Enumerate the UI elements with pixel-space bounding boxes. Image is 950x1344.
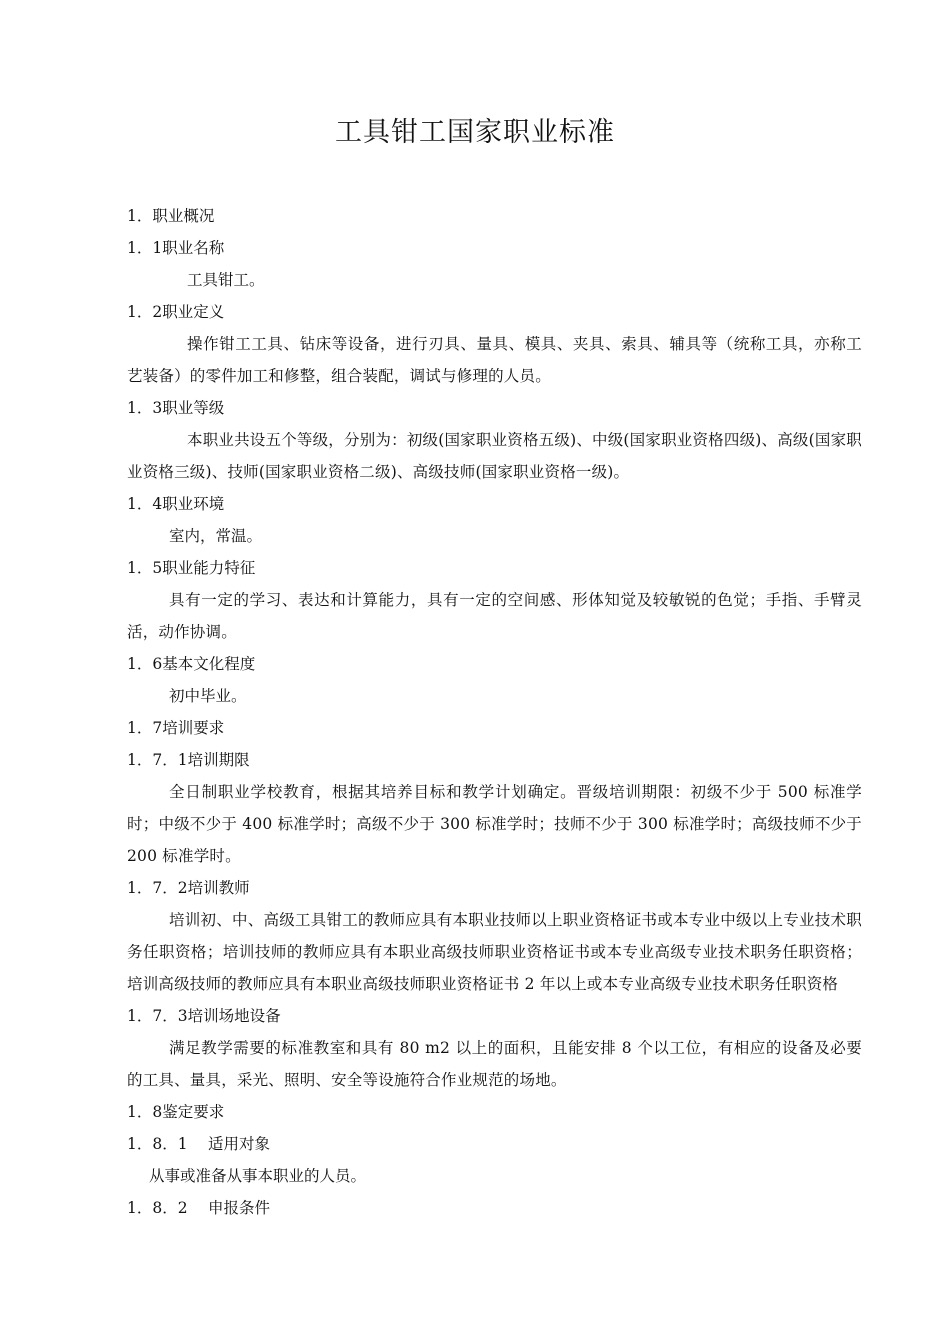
section-text: 从事或准备从事本职业的人员。 (149, 1167, 367, 1185)
section-heading: 1．8．1 适用对象 (127, 1135, 271, 1153)
section-text: 初中毕业。 (169, 687, 247, 705)
section-heading: 1．8鉴定要求 (127, 1103, 225, 1121)
section-heading: 1．2职业定义 (127, 303, 225, 321)
section-heading: 1．7．2培训教师 (127, 879, 250, 897)
section-heading: 1．4职业环境 (127, 495, 225, 513)
section-heading: 1．6基本文化程度 (127, 655, 256, 673)
section-paragraph: 满足教学需要的标准教室和具有 80 m2 以上的面积，且能安排 8 个以工位，有相应的设备及必要的工具、量具，采光、照明、安全等设施符合作业规范的场地。 (127, 1039, 862, 1089)
section-paragraph: 操作钳工工具、钻床等设备，进行刃具、量具、模具、夹具、索具、辅具等（统称工具，亦称工艺装备）的零件加工和修整，组合装配，调试与修理的人员。 (127, 335, 862, 385)
section-heading: 1．职业概况 (127, 207, 215, 225)
document-body (127, 200, 862, 1224)
section-text: 室内，常温。 (169, 527, 263, 545)
document-title: 工具钳工国家职业标准 (335, 117, 615, 148)
section-heading: 1．7．3培训场地设备 (127, 1007, 281, 1025)
section-heading: 1．3职业等级 (127, 399, 225, 417)
section-paragraph: 培训初、中、高级工具钳工的教师应具有本职业技师以上职业资格证书或本专业中级以上专业技术职务任职资格；培训技师的教师应具有本职业高级技师职业资格证书或本专业高级专业技术职务任职资格；培训高级技师的教师应具有本职业高级技师职业资格证书 2 年以上或本专业高级专业技术职务任职资格 (127, 911, 862, 993)
section-text: 工具钳工。 (187, 271, 265, 289)
section-heading: 1．7．1培训期限 (127, 751, 250, 769)
section-paragraph: 全日制职业学校教育，根据其培养目标和教学计划确定。晋级培训期限：初级不少于 500 标准学时；中级不少于 400 标准学时；高级不少于 300 标准学时；技师不少于 300 标准学时；高级技师不少于 200 标准学时。 (127, 783, 862, 865)
section-heading: 1．5职业能力特征 (127, 559, 256, 577)
section-paragraph: 具有一定的学习、表达和计算能力，具有一定的空间感、形体知觉及较敏锐的色觉；手指、手臂灵活，动作协调。 (127, 591, 862, 641)
section-heading: 1．7培训要求 (127, 719, 225, 737)
section-paragraph: 本职业共设五个等级，分别为：初级(国家职业资格五级)、中级(国家职业资格四级)、高级(国家职业资格三级)、技师(国家职业资格二级)、高级技师(国家职业资格一级)。 (127, 431, 862, 481)
section-heading: 1．8．2 申报条件 (127, 1199, 271, 1217)
section-heading: 1．1职业名称 (127, 239, 225, 257)
